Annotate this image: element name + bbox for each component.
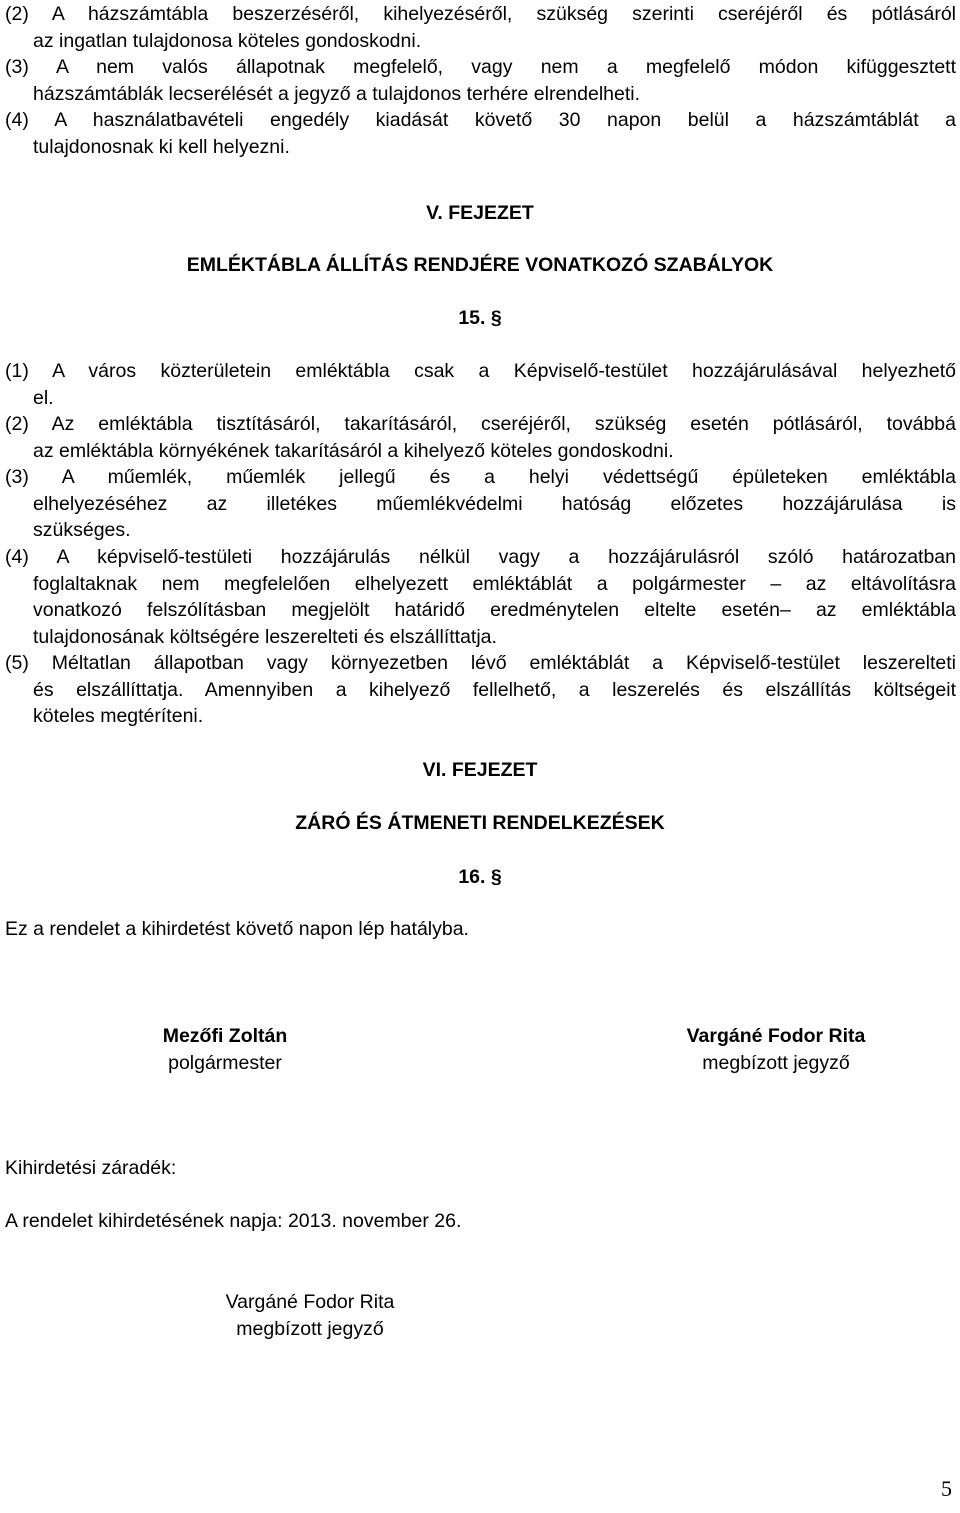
chapter-title: EMLÉKTÁBLA ÁLLÍTÁS RENDJÉRE VONATKOZÓ SZABÁLYOK <box>186 254 774 276</box>
paragraph-memorial-4 <box>5 544 956 650</box>
paragraph-house-number-2 <box>5 1 956 54</box>
text-line: vonatkozó felszólításban megjelölt határidő eredménytelen eltelte esetén– az emléktábla <box>33 599 956 621</box>
paragraph-house-number-4 <box>5 107 956 160</box>
signer-role: megbízott jegyző <box>702 1051 850 1074</box>
text-line: házszámtáblák lecserélését a jegyző a tulajdonos terhére elrendelheti. <box>33 82 641 105</box>
text-line: köteles megtéríteni. <box>33 705 204 727</box>
signer-name: Vargáné Fodor Rita <box>225 1291 395 1313</box>
text-line: el. <box>33 386 54 409</box>
signer-name: Mezőfi Zoltán <box>162 1025 288 1047</box>
text-line: (3) A nem valós állapotnak megfelelő, vagy nem a megfelelő módon kifüggesztett <box>5 56 956 78</box>
text-line: (5) Méltatlan állapotban vagy környezetben lévő emléktáblát a Képviselő-testület leszerelteti <box>5 652 956 674</box>
text-line: elhelyezéséhez az illetékes műemlékvédelmi hatóság előzetes hozzájárulása is <box>33 492 956 515</box>
promulgation-label: Kihirdetési záradék: <box>5 1157 177 1179</box>
paragraph-memorial-1 <box>5 358 956 411</box>
text-line: az ingatlan tulajdonosa köteles gondoskodni. <box>33 29 422 52</box>
signer-role: polgármester <box>168 1051 282 1074</box>
text-line: (2) Az emléktábla tisztításáról, takarításáról, cseréjéről, szükség esetén pótlásáról, továbbá <box>5 413 956 435</box>
paragraph-memorial-5 <box>5 650 956 730</box>
text-line: (2) A házszámtábla beszerzéséről, kihelyezéséről, szükség szerinti cseréjéről és pótlásáról <box>5 3 956 25</box>
text-line: tulajdonosának költségére leszerelteti és elszállíttatja. <box>33 625 497 648</box>
paragraph-memorial-2 <box>5 411 956 464</box>
section-number: 15. § <box>458 307 502 329</box>
text-line: tulajdonosnak ki kell helyezni. <box>33 135 290 158</box>
text-line: (4) A képviselő-testületi hozzájárulás nélkül vagy a hozzájárulásról szóló határozatban <box>5 546 956 568</box>
closing-provision: Ez a rendelet a kihirdetést követő napon lép hatályba. <box>5 918 469 940</box>
signature-notary <box>620 1023 932 1076</box>
text-line: foglaltaknak nem megfelelően elhelyezett emléktáblát a polgármester – az eltávolításra <box>33 572 956 595</box>
text-line: és elszállíttatja. Amennyiben a kihelyező fellelhető, a leszerelés és elszállítás költségeit <box>33 678 956 701</box>
promulgation-signature <box>180 1289 440 1342</box>
text-line: (1) A város közterületein emléktábla csak a Képviselő-testület hozzájárulásával helyezhető <box>5 360 956 382</box>
text-line: az emléktábla környékének takarításáról a kihelyező köteles gondoskodni. <box>33 439 674 462</box>
chapter-title: ZÁRÓ ÉS ÁTMENETI RENDELKEZÉSEK <box>295 812 665 834</box>
paragraph-memorial-3 <box>5 464 956 544</box>
signer-name: Vargáné Fodor Rita <box>686 1025 866 1047</box>
text-line: szükséges. <box>33 519 131 541</box>
signature-mayor <box>85 1023 365 1076</box>
paragraph-house-number-3 <box>5 54 956 107</box>
chapter-heading: V. FEJEZET <box>426 202 534 224</box>
chapter-heading: VI. FEJEZET <box>422 759 538 781</box>
section-number: 16. § <box>458 866 502 888</box>
text-line: (3) A műemlék, műemlék jellegű és a helyi védettségű épületeken emléktábla <box>5 466 956 488</box>
promulgation-date: A rendelet kihirdetésének napja: 2013. november 26. <box>5 1210 462 1232</box>
text-line: (4) A használatbavételi engedély kiadását követő 30 napon belül a házszámtáblát a <box>5 109 956 131</box>
signer-role: megbízott jegyző <box>236 1317 384 1340</box>
page-number: 5 <box>941 1476 952 1501</box>
